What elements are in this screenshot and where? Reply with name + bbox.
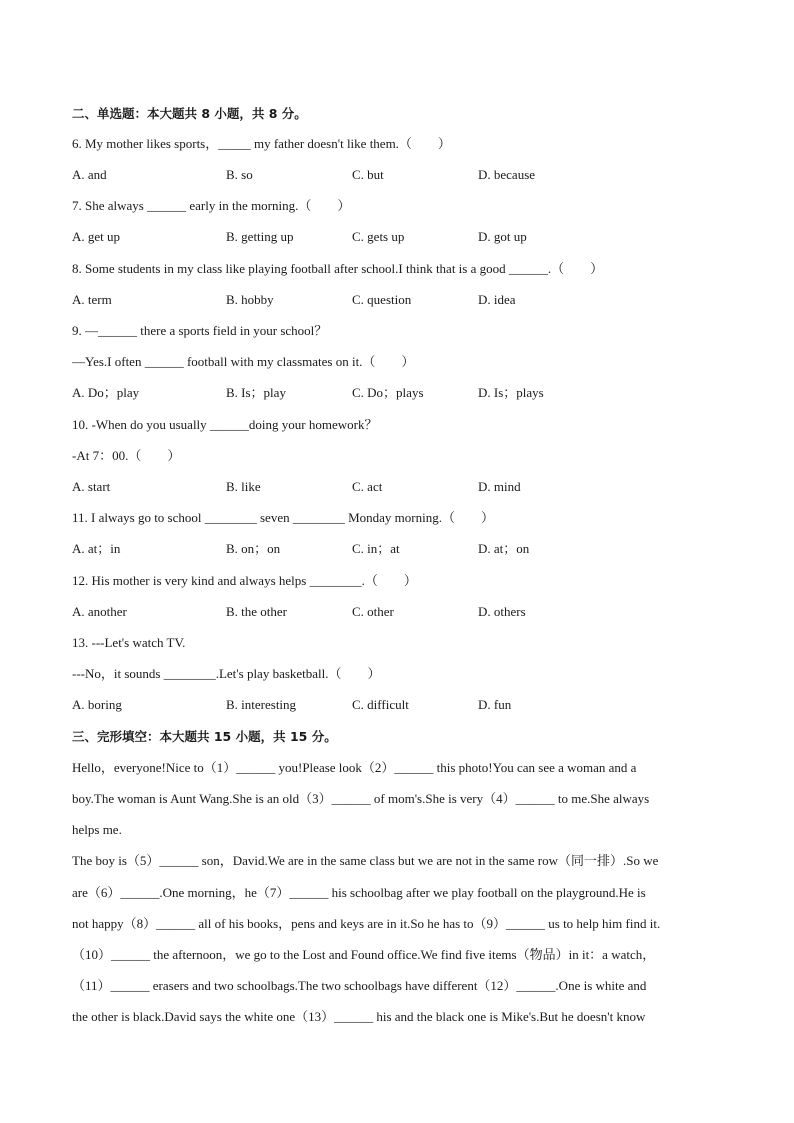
option-b[interactable]: B. like	[226, 479, 261, 494]
passage-line: （10）______ the afternoon，we go to the Lost and Found office.We find five items（物品）in it：a watch，	[72, 947, 656, 962]
passage-line: not happy（8）______ all of his books，pens and keys are in it.So he has to（9）______ us to help him find it.	[72, 916, 661, 931]
option-a[interactable]: A. term	[72, 292, 112, 307]
option-b[interactable]: B. the other	[226, 604, 288, 619]
option-a[interactable]: A. at；in	[72, 541, 121, 556]
option-c[interactable]: C. other	[352, 604, 394, 619]
passage-line: The boy is（5）______ son，David.We are in the same class but we are not in the same row（同一排）.So we	[72, 853, 659, 868]
option-c[interactable]: C. difficult	[352, 697, 409, 712]
option-b[interactable]: B. interesting	[226, 697, 297, 712]
option-a[interactable]: A. and	[72, 167, 107, 182]
question-10-stem: 10. -When do you usually ______doing your homework？	[72, 417, 378, 432]
option-d[interactable]: D. idea	[478, 292, 516, 307]
question-11-stem: 11. I always go to school ________ seven ________ Monday morning.（ ）	[72, 510, 494, 525]
question-10-stem-line2: -At 7：00.（ ）	[72, 448, 181, 463]
question-12-options	[72, 604, 712, 620]
question-9-stem: 9. —______ there a sports field in your school？	[72, 323, 328, 338]
question-8-stem: 8. Some students in my class like playing football after school.I think that is a good ______.（ ）	[72, 261, 604, 276]
question-12-stem: 12. His mother is very kind and always helps ________.（ ）	[72, 573, 417, 588]
question-7-options	[72, 229, 712, 245]
option-c[interactable]: C. question	[352, 292, 412, 307]
option-c[interactable]: C. gets up	[352, 229, 405, 244]
passage-line: Hello，everyone!Nice to（1）______ you!Please look（2）______ this photo!You can see a woman and a	[72, 760, 637, 775]
passage-line: （11）______ erasers and two schoolbags.The two schoolbags have different（12）______.One is white and	[72, 978, 647, 993]
option-a[interactable]: A. Do；play	[72, 385, 140, 400]
option-b[interactable]: B. Is；play	[226, 385, 286, 400]
option-c[interactable]: C. Do；plays	[352, 385, 424, 400]
passage-line: helps me.	[72, 822, 122, 837]
option-a[interactable]: A. boring	[72, 697, 122, 712]
option-d[interactable]: D. at；on	[478, 541, 530, 556]
option-d[interactable]: D. because	[478, 167, 536, 182]
option-a[interactable]: A. start	[72, 479, 111, 494]
question-8-options	[72, 292, 712, 308]
option-d[interactable]: D. fun	[478, 697, 512, 712]
option-d[interactable]: D. mind	[478, 479, 521, 494]
option-c[interactable]: C. in；at	[352, 541, 400, 556]
passage-line: are（6）______.One morning，he（7）______ his schoolbag after we play football on the playground.He is	[72, 885, 646, 900]
option-b[interactable]: B. so	[226, 167, 253, 182]
section-heading-single-choice: 二、单选题：本大题共 8 小题，共 8 分。	[72, 106, 307, 121]
question-7-stem: 7. She always ______ early in the morning.（ ）	[72, 198, 351, 213]
option-a[interactable]: A. another	[72, 604, 127, 619]
option-d[interactable]: D. others	[478, 604, 526, 619]
option-d[interactable]: D. got up	[478, 229, 527, 244]
question-9-stem-line2: —Yes.I often ______ football with my classmates on it.（ ）	[72, 354, 415, 369]
passage-line: boy.The woman is Aunt Wang.She is an old（3）______ of mom's.She is very（4）______ to me.She always	[72, 791, 650, 806]
option-b[interactable]: B. getting up	[226, 229, 294, 244]
question-9-options	[72, 385, 712, 401]
question-13-stem: 13. ---Let's watch TV.	[72, 635, 186, 650]
question-6-stem: 6. My mother likes sports，_____ my father doesn't like them.（ ）	[72, 136, 451, 151]
question-6-options	[72, 167, 712, 183]
option-c[interactable]: C. act	[352, 479, 383, 494]
passage-line: the other is black.David says the white one（13）______ his and the black one is Mike's.But he doesn't know	[72, 1009, 646, 1024]
section-heading-cloze: 三、完形填空：本大题共 15 小题，共 15 分。	[72, 729, 337, 744]
option-b[interactable]: B. on；on	[226, 541, 281, 556]
question-13-options	[72, 697, 712, 713]
option-b[interactable]: B. hobby	[226, 292, 274, 307]
question-11-options	[72, 541, 712, 557]
option-c[interactable]: C. but	[352, 167, 384, 182]
option-d[interactable]: D. Is；plays	[478, 385, 544, 400]
question-13-stem-line2: ---No，it sounds ________.Let's play basketball.（ ）	[72, 666, 381, 681]
option-a[interactable]: A. get up	[72, 229, 121, 244]
question-10-options	[72, 479, 712, 495]
